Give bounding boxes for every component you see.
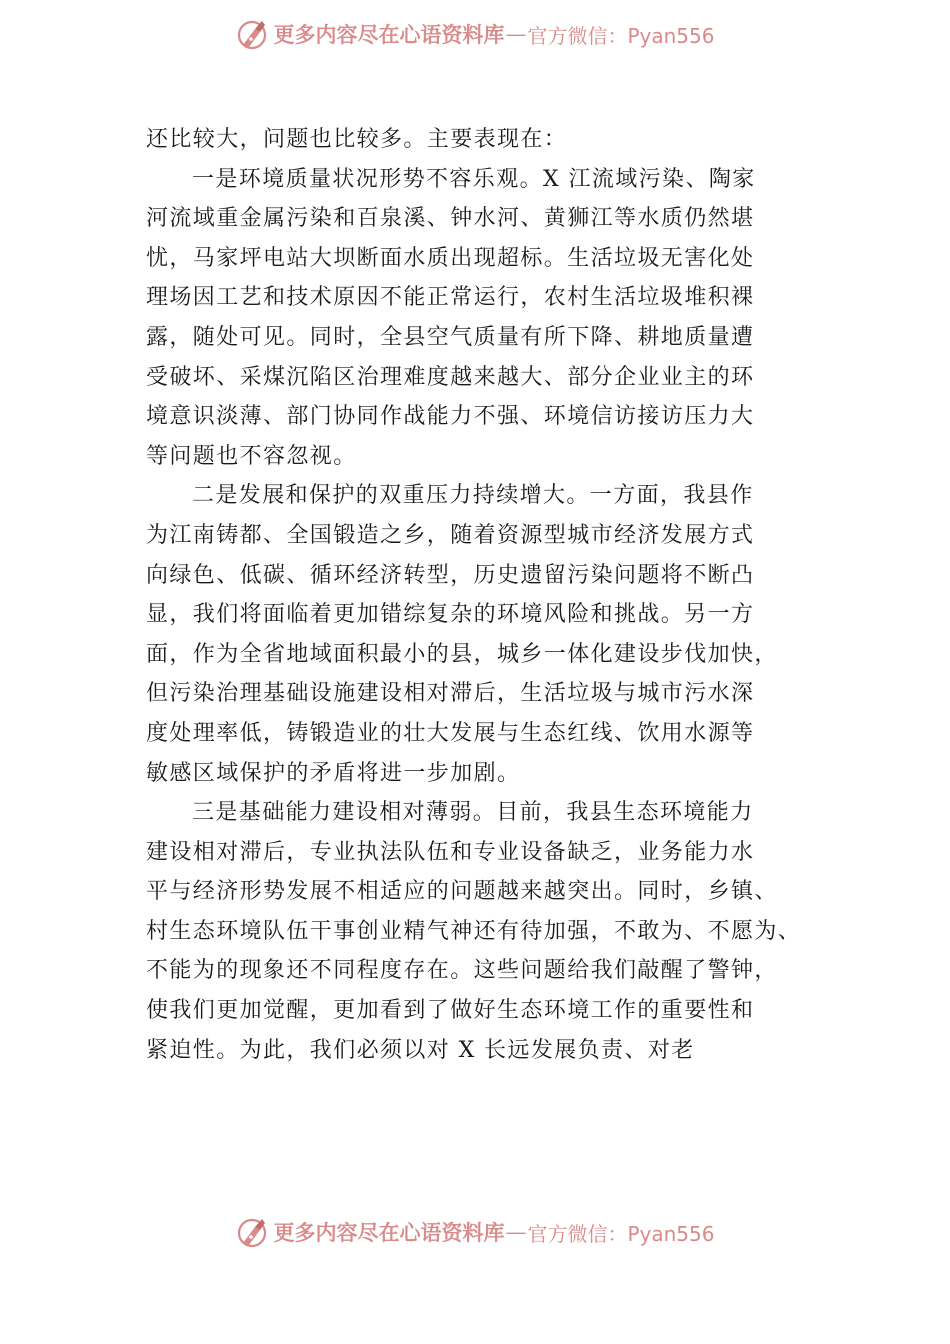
text-line: 村生态环境队伍干事创业精气神还有待加强，不敢为、不愿为、 <box>146 918 802 944</box>
watermark-wechat-text: 官方微信：Pyan556 <box>527 1221 715 1246</box>
text-line: 境意识淡薄、部门协同作战能力不强、环境信访接访压力大 <box>146 404 755 430</box>
text-line: 理场因工艺和技术原因不能正常运行，农村生活垃圾堆积裸 <box>146 285 755 311</box>
paragraph-start-line: 三是基础能力建设相对薄弱。目前，我县生态环境能力 <box>192 800 754 826</box>
text-line: 还比较大，问题也比较多。主要表现在： <box>146 127 568 152</box>
text-line: 度处理率低，铸锻造业的壮大发展与生态红线、饮用水源等 <box>146 720 755 746</box>
text-line: 忧，马家坪电站大坝断面水质出现超标。生活垃圾无害化处 <box>146 245 755 271</box>
text-line: 建设相对滞后，专业执法队伍和专业设备缺乏，业务能力水 <box>146 839 755 865</box>
text-line: 受破坏、采煤沉陷区治理难度越来越大、部分企业业主的环 <box>146 364 755 390</box>
text-line: 露，随处可见。同时，全县空气质量有所下降、耕地质量遭 <box>146 324 755 350</box>
header-watermark-banner <box>0 14 950 54</box>
text-line: 为江南铸都、全国锻造之乡，随着资源型城市经济发展方式 <box>146 522 755 548</box>
watermark-dash: — <box>505 1220 527 1244</box>
text-line: 面，作为全省地域面积最小的县，城乡一体化建设步伐加快， <box>146 641 778 667</box>
text-line: 敏感区域保护的矛盾将进一步加剧。 <box>146 760 521 786</box>
watermark-dash: — <box>505 22 527 46</box>
paragraph-start-line: 二是发展和保护的双重压力持续增大。一方面，我县作 <box>192 483 754 509</box>
watermark-main-text: 更多内容尽在心语资料库 <box>273 1220 505 1245</box>
pen-nib-logo-icon <box>235 1215 269 1249</box>
text-line: 但污染治理基础设施建设相对滞后，生活垃圾与城市污水深 <box>146 681 755 707</box>
pen-nib-logo-icon <box>235 17 269 51</box>
text-line: 不能为的现象还不同程度存在。这些问题给我们敲醒了警钟， <box>146 958 778 984</box>
footer-watermark-banner <box>0 1212 950 1252</box>
text-line: 等问题也不容忽视。 <box>146 443 357 469</box>
text-line: 河流域重金属污染和百泉溪、钟水河、黄狮江等水质仍然堪 <box>146 206 755 232</box>
watermark-main-text: 更多内容尽在心语资料库 <box>273 22 505 47</box>
text-line: 向绿色、低碳、循环经济转型，历史遗留污染问题将不断凸 <box>146 562 755 588</box>
text-line: 显，我们将面临着更加错综复杂的环境风险和挑战。另一方 <box>146 602 755 628</box>
paragraph-start-line: 一是环境质量状况形势不容乐观。X 江流域污染、陶家 <box>192 166 756 192</box>
document-body <box>146 120 836 1070</box>
watermark-wechat-text: 官方微信：Pyan556 <box>527 23 715 48</box>
text-line: 使我们更加觉醒，更加看到了做好生态环境工作的重要性和 <box>146 998 755 1024</box>
text-line: 平与经济形势发展不相适应的问题越来越突出。同时，乡镇、 <box>146 879 778 905</box>
text-line: 紧迫性。为此，我们必须以对 X 长远发展负责、对老 <box>146 1037 695 1063</box>
